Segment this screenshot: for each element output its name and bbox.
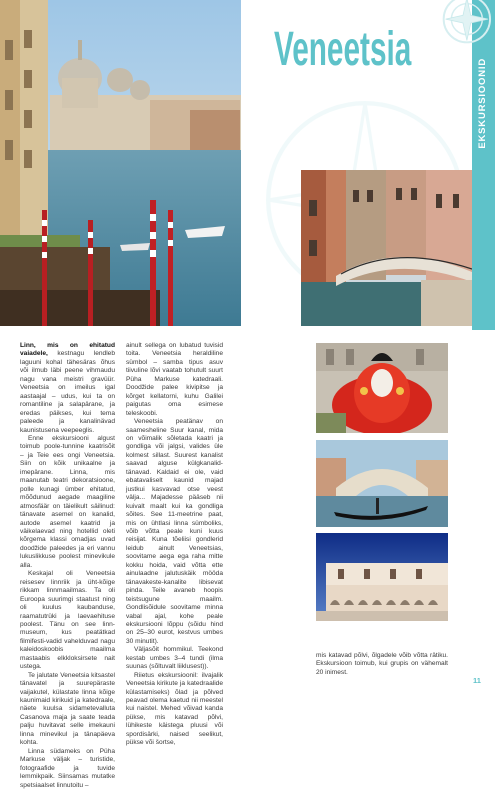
paragraph: Riietus ekskursioonil: ilvajalik Veneetsia kirikute ja katedraalide külastamiseks) õlad ja põlved peavad olema kaetud nii meestel kui naistel. Mehed võivad kanda pükse, mis katavad põlvi, lühikeste käistega pluusi või spordisärki, naised seelikut, pükse või šortse, bbox=[126, 671, 223, 747]
paragraph: Veneetsia peatänav on saamesheline Suur kanal, mida on võimalik sõletada kaatri ja gondliga või jalgsi, valides üle kolmest sillast. Suurest kanalist saavad alguse külgkanalid-tänavad. Kaldaid ei ole, vaid ebatavaliselt kaunid majad justkui kasvavad otse veest välja... Majadesse pääseb nii kuivalt maalt kui ka gondliga sõites. See 11-meetrine paat, mis on ühtlasi linna sümboliks, võib võtta peale kuni kuus reisijat. Kuna tõeliisi gondlerid leidub ainult Veneetsias, soovitame aega ega raha mitte kokku hoida, vaid võtta ette ainulaadne jalutuskäik mööda tänavakeste-kanalite libisevat pinda. Teile avaneb hoopis teistsugune maailm. Gondlisõidule soovitame minna vabal ajal, kohe peale ekskursiooni lõppu (sõidu hind on 25–30 eurot, kestvus umbes 30 minutit). bbox=[126, 418, 223, 645]
section-label: EKSKURSIOONID bbox=[477, 58, 488, 149]
page-number: 11 bbox=[473, 676, 481, 685]
grand-canal-photo bbox=[0, 0, 241, 326]
page-title: Veneetsia bbox=[274, 23, 412, 76]
gondola-rialto-photo bbox=[316, 440, 448, 527]
compass-rose-icon bbox=[434, 0, 492, 52]
article-column-2 bbox=[126, 342, 223, 748]
article-column-1 bbox=[20, 342, 115, 790]
article-column-3 bbox=[316, 652, 448, 677]
paragraph: mis katavad põlvi, õlgadele võib võtta rätiku. Ekskursioon toimub, kui grupis on vähemalt 20 inimest. bbox=[316, 652, 448, 676]
paragraph: Linna südameks on Püha Markuse väljak – turistide, fotograafide ja tuvide lemmikpaik. Siinsamas mutatke spetsiaalset linnutoitu – bbox=[20, 747, 115, 789]
lead-text: Linn, mis on ehitatud vaiadele, bbox=[20, 342, 115, 358]
paragraph: Keskajal oli Veneetsia reisesev linnriik ja üht-kõige rikkam linnmaailmas. Ta oli Euroopa suurimgi staatust ning oli kuulus kaubanduse, raamatutrüki ja laevaehituse poolest. Tänu on see linn-museum, kus peatätkad filmifesti-vadid vahelduvad nagu kaleidoskoobis maailma mastaabis elkkloksirsete nait ustega. bbox=[20, 570, 115, 671]
paragraph: Te jalutate Veneetsia kitsastel tänavatel ja suurepäraste vaijakutel, külastate linna kõige kaunimaid kirikuid ja katedraale, näete kuulsa sidametevalluta Casanova maja ja saate teada palju huvitavat selle imekauni linna minevikul ja tänapäeva kohta. bbox=[20, 671, 115, 747]
paragraph: ainult sellega on lubatud tuvisid toita. Veneetsia heraldiline sümbol – samba tipus asuv tiivuline lõvi vaatab tohutult suurt Püha Markuse katedraali. Doodžide palee kivipitse ja kõrget kellatorni, kuhu Galilei paigutas oma esimese teleskoobi. bbox=[126, 342, 223, 417]
doges-palace-photo bbox=[316, 533, 448, 621]
carnival-mask-photo bbox=[316, 343, 448, 433]
paragraph: Linn, mis on ehitatud vaiadele, kestnagu lendleb laguuni kohal tähesäras õhus või ilmub läbi peene vihmaudu nagu vana meistri gravüür. Veneetsia on imeilus igal aastaajal – udus, kui ta on romantiline ja salapärane, ja eredas päikses, kui tema paleede ja kanalinävad kaunistusena veepeeglis. bbox=[20, 342, 115, 434]
paragraph: Väljasõit hommikul. Teekond kestab umbes 3–4 tundi (ilma suunas (sõltuvalt liiklusest)). bbox=[126, 646, 223, 671]
paragraph: Enne ekskursiooni algust toimub poole-tunnine kaatrisõit – ja Teie ees ongi Veneetsia. Siin on kõik unikaalne ja imepärane. Linna, mis maanutab teatri dekoratsioone, polle kunagi ümber ehitatud, mõõdunud aegade maagiline atmosfäär on täielikult säilinud: tänavate asemel on kanalid, autode asemel kaatrid ja väikelaevad ning hotellid oleti kõrgema klassi omadjas uvad doodžide paleedes ja eri vannu lukuslikkuse poolest minevikule alla. bbox=[20, 434, 115, 569]
canal-bridge-photo bbox=[301, 170, 472, 326]
